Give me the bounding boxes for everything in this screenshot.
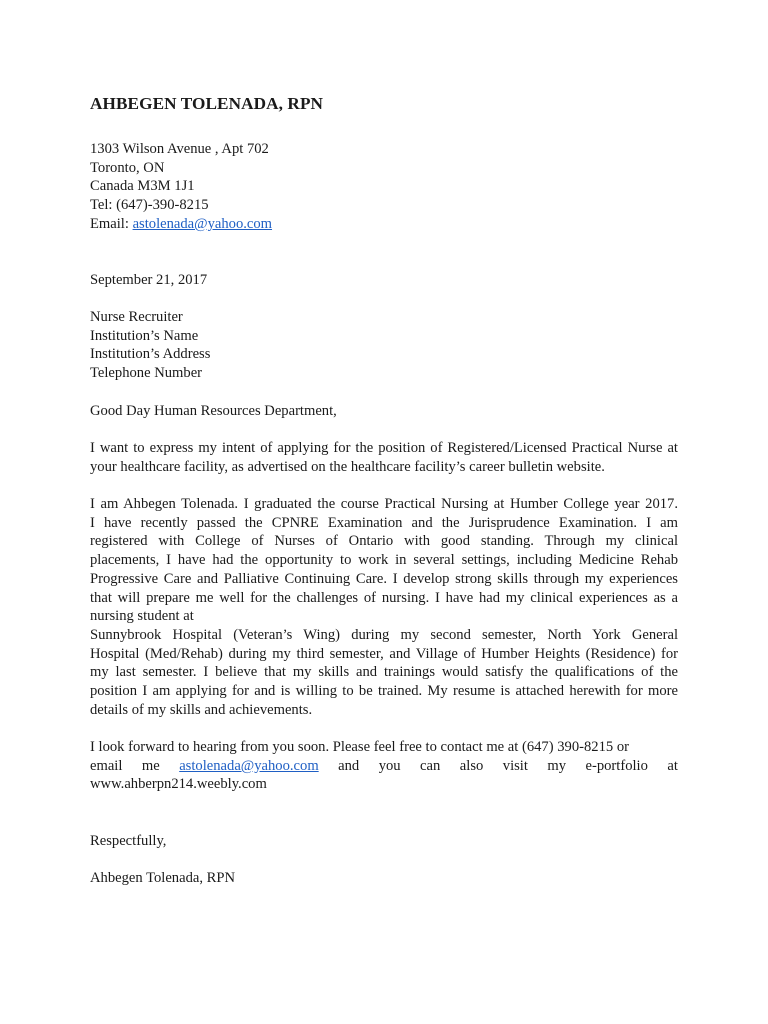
email-label: Email: [90,215,133,232]
email-line [90,215,678,234]
word: me [141,757,160,774]
paragraph-background-line: details of my skills and achievements. [90,701,313,718]
recipient-line-3: Institution’s Address [90,346,211,363]
applicant-name-heading: AHBEGEN TOLENADA, RPN [90,94,324,113]
paragraph-intent-line: your healthcare facility, as advertised on the healthcare facility’s career bulletin website. [90,458,605,475]
portfolio-url: www.ahberpn214.weebly.com [90,776,267,793]
address-line-3: Canada M3M 1J1 [90,178,195,195]
salutation [90,402,678,421]
signature-name: Ahbegen Tolenada, RPN [90,870,236,886]
paragraph-background-line: that will prepare me well for the challenges of nursing. I have had my clinical experiences as a [90,589,678,606]
recipient-line-4: Telephone Number [90,365,203,382]
paragraph-background-line: nursing student at [90,608,194,625]
closing [90,832,678,851]
telephone-line: Tel: (647)-390-8215 [90,197,209,214]
date-text: September 21, 2017 [90,272,208,288]
paragraph-background-line: Hospital (Med/Rehab) during my third semester, and Village of Humber Heights (Residence) for [90,645,678,662]
word: visit [502,757,528,774]
address-line-2: Toronto, ON [90,159,165,176]
paragraph-intent [90,439,678,476]
paragraph-background [90,495,678,719]
recipient-block [90,308,678,383]
recipient-line-1: Nurse Recruiter [90,309,183,325]
paragraph-contact-line-2 [90,757,678,776]
word: and [338,757,360,774]
word: e-portfolio [585,757,648,774]
recipient-line-2: Institution’s Name [90,327,199,344]
paragraph-background-line: Progressive Care and Palliative Continuing Care. I develop strong skills through my experiences [90,570,678,587]
word: my [547,757,567,774]
address-line-1: 1303 Wilson Avenue , Apt 702 [90,141,269,157]
paragraph-contact-text: I look forward to hearing from you soon. Please feel free to contact me at (647) 390-8215 or [90,739,629,755]
word: email [90,757,123,774]
word: at [667,757,678,774]
email-link-inline[interactable]: astolenada@yahoo.com [179,757,319,774]
paragraph-intent-line: I want to express my intent of applying for the position of Registered/Licensed Practical Nurse at [90,440,678,456]
word: also [459,757,484,774]
closing-text: Respectfully, [90,833,167,849]
paragraph-background-line: I have recently passed the CPNRE Examination and the Jurisprudence Examination. I am [90,514,678,531]
signature [90,869,678,888]
paragraph-contact-line-1 [90,738,678,757]
word: can [420,757,441,774]
applicant-contact-block [90,140,678,234]
paragraph-background-line: I am Ahbegen Tolenada. I graduated the course Practical Nursing at Humber College year 2017. [90,496,678,512]
word: you [378,757,401,774]
paragraph-background-line: registered with College of Nurses of Ontario with good standing. Through my clinical [90,533,678,550]
email-link[interactable]: astolenada@yahoo.com [132,215,273,232]
paragraph-contact [90,738,678,794]
paragraph-background-line: placements, I have had the opportunity to work in several settings, including Medicine Rehab [90,552,678,569]
paragraph-background-line: my last semester. I believe that my skills and trainings would satisfy the qualifications of the [90,664,678,681]
paragraph-background-line: position I am applying for and is willing to be trained. My resume is attached herewith for more [90,683,678,700]
paragraph-background-line: Sunnybrook Hospital (Veteran’s Wing) during my second semester, North York General [90,626,678,643]
salutation-text: Good Day Human Resources Department, [90,403,337,419]
letter-date [90,271,678,290]
